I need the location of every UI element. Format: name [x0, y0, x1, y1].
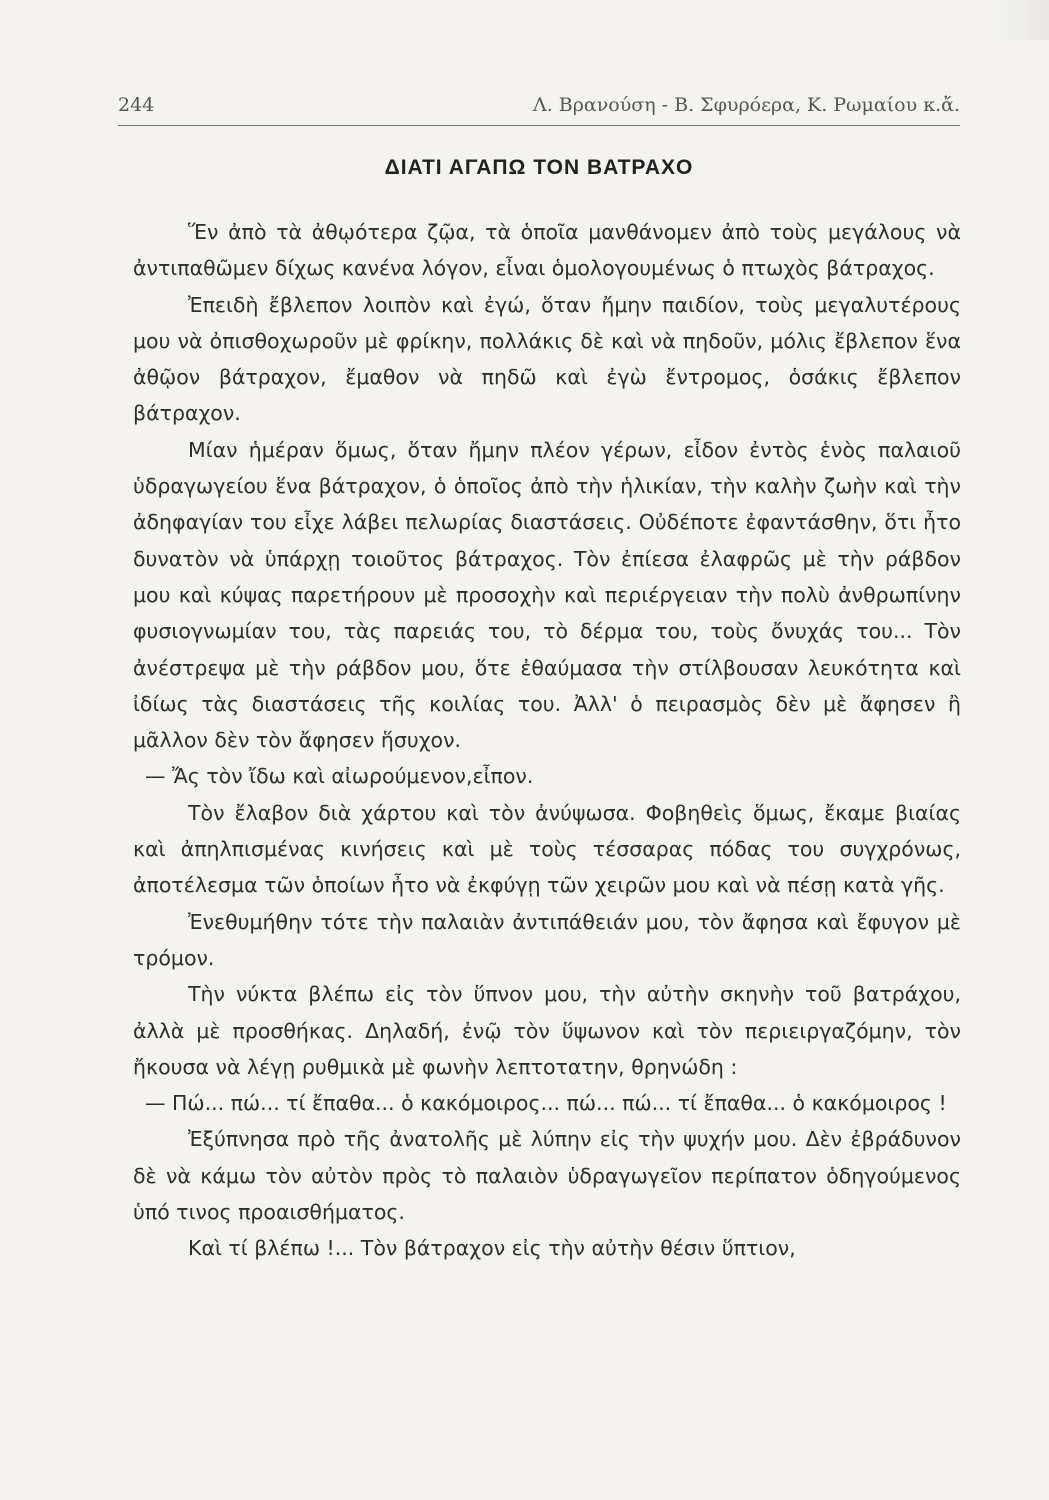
paragraph: Ἐπειδὴ ἔβλεπον λοιπὸν καὶ ἐγώ, ὅταν ἤμην παιδίον, τοὺς μεγαλυτέρους μου νὰ ὀπισθοχωροῦν μὲ φρίκην, πολλάκις δὲ καὶ νὰ πηδοῦν, μόλις ἔβλεπον ἕνα ἀθῷον βάτραχον, ἔμαθον νὰ πηδῶ καὶ ἐγὼ ἔντρομος, ὁσάκις ἔβλεπον βάτραχον.: [133, 292, 961, 426]
paragraph: Ἕν ἀπὸ τὰ ἀθῳότερα ζῷα, τὰ ὁποῖα μανθάνομεν ἀπὸ τοὺς μεγάλους νὰ ἀντιπαθῶμεν δίχως κανένα λόγον, εἶναι ὁμολογουμένως ὁ πτωχὸς βάτραχος.: [133, 220, 961, 281]
paragraph: Ἐνεθυμήθην τότε τὴν παλαιὰν ἀντιπάθειάν μου, τὸν ἄφησα καὶ ἔφυγον μὲ τρόμον.: [133, 909, 961, 970]
dialogue-line: — Πώ... πώ... τί ἔπαθα... ὁ κακόμοιρος... πώ... πώ... τί ἔπαθα... ὁ κακόμοιρος !: [145, 1091, 947, 1116]
chapter-title: ΔΙΑΤΙ ΑΓΑΠΩ ΤΟΝ ΒΑΤΡΑΧΟ: [384, 156, 694, 179]
paragraph: Καὶ τί βλέπω !... Τὸν βάτραχον εἰς τὴν αὐτὴν θέσιν ὕπτιον,: [188, 1236, 796, 1261]
paragraph: Τὸν ἔλαβον διὰ χάρτου καὶ τὸν ἀνύψωσα. Φοβηθεὶς ὅμως, ἔκαμε βιαίας καὶ ἀπηλπισμένας κινήσεις καὶ μὲ τοὺς τέσσαρας πόδας του συγχρόνως, ἀποτέλεσμα τῶν ὁποίων ἦτο νὰ ἐκφύγῃ τῶν χειρῶν μου καὶ νὰ πέσῃ κατὰ γῆς.: [133, 800, 961, 898]
dialogue-line: — Ἄς τὸν ἴδω καὶ αἰωρούμενον,εἶπον.: [145, 764, 534, 789]
paragraph: Μίαν ἡμέραν ὅμως, ὅταν ἤμην πλέον γέρων, εἶδον ἐντὸς ἑνὸς παλαιοῦ ὑδραγωγείου ἕνα βάτραχον, ὁ ὁποῖος ἀπὸ τὴν ἡλικίαν, τὴν καλὴν ζωὴν καὶ τὴν ἀδηφαγίαν του εἶχε λάβει πελωρίας διαστάσεις. Οὐδέποτε ἐφαντάσθην, ὅτι ἦτο δυνατὸν νὰ ὑπάρχῃ τοιοῦτος βάτραχος. Τὸν ἐπίεσα ἐλαφρῶς μὲ τὴν ράβδον μου καὶ κύψας παρετήρουν μὲ προσοχὴν καὶ περιέργειαν τὴν πολὺ ἀνθρωπίνην φυσιογνωμίαν του, τὰς παρειάς του, τὸ δέρμα του, τοὺς ὄνυχάς του... Τὸν ἀνέστρεψα μὲ τὴν ράβδον μου, ὅτε ἐθαύμασα τὴν στίλβουσαν λευκότητα καὶ ἰδίως τὰς διαστάσεις τῆς κοιλίας του. Ἀλλ' ὁ πειρασμὸς δὲν μὲ ἄφησεν ἢ μᾶλλον δὲν τὸν ἄφησεν ἥσυχον.: [133, 437, 961, 753]
paragraph: Ἐξύπνησα πρὸ τῆς ἀνατολῆς μὲ λύπην εἰς τὴν ψυχήν μου. Δὲν ἐβράδυνον δὲ νὰ κάμω τὸν αὐτὸν πρὸς τὸ παλαιὸν ὑδραγωγεῖον περίπατον ὁδηγούμενος ὑπό τινος προαισθήματος.: [133, 1127, 961, 1225]
running-header-authors: Λ. Βρανούση - Β. Σφυρόερα, Κ. Ρωμαίου κ.ἄ.: [532, 94, 960, 116]
running-header: [118, 94, 960, 122]
paragraph: Τὴν νύκτα βλέπω εἰς τὸν ὕπνον μου, τὴν αὐτὴν σκηνὴν τοῦ βατράχου, ἀλλὰ μὲ προσθήκας. Δηλαδή, ἐνῷ τὸν ὕψωνον καὶ τὸν περιειργαζόμην, τὸν ἤκουσα νὰ λέγῃ ρυθμικὰ μὲ φωνὴν λεπτοτατην, θρηνώδη :: [133, 982, 961, 1079]
body-text: [133, 214, 961, 1267]
header-rule: [118, 125, 960, 126]
page-number: 244: [118, 94, 155, 116]
scan-shadow: [989, 0, 1049, 40]
